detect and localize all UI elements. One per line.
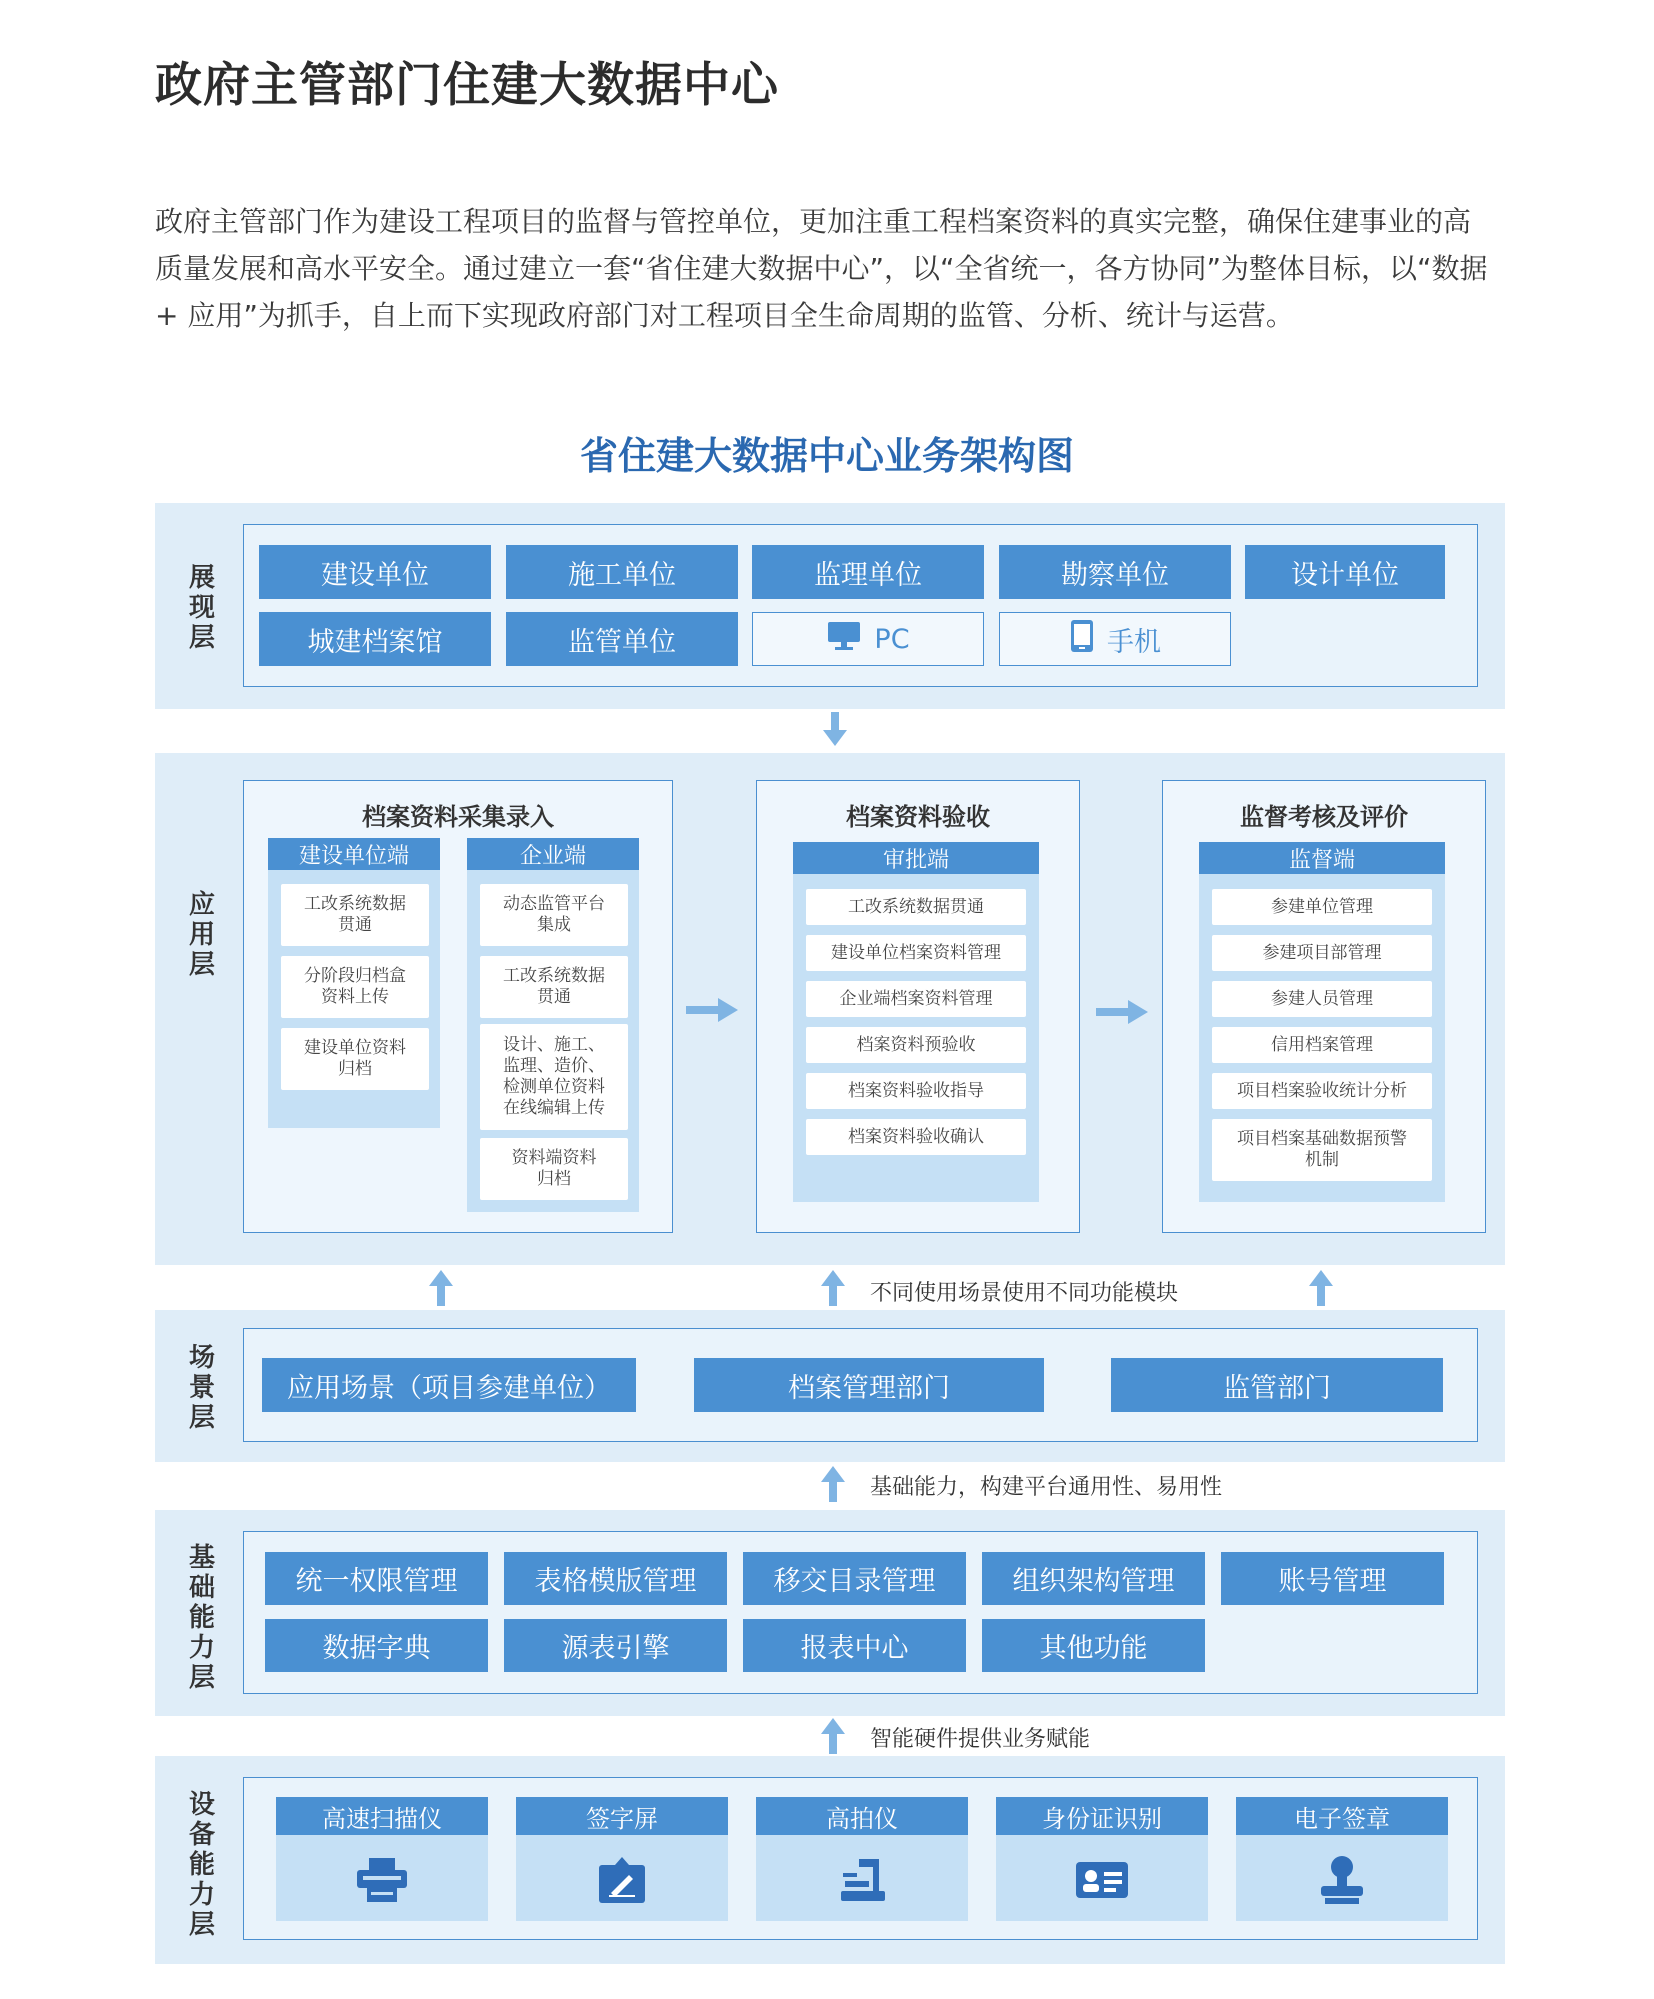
device-e-seal (1236, 1797, 1448, 1921)
list-item: 工改系统数据贯通 (806, 889, 1026, 925)
device-document-camera (756, 1797, 968, 1921)
device-label: 高拍仪 (756, 1797, 968, 1835)
unit-supervision: 监理单位 (752, 545, 984, 599)
construction-unit-column-head: 建设单位端 (268, 838, 440, 870)
base-transfer-catalog: 移交目录管理 (743, 1552, 966, 1605)
base-org-structure: 组织架构管理 (982, 1552, 1205, 1605)
presentation-layer-label: 展现层 (188, 563, 215, 653)
base-layer-label: 基础能力层 (188, 1543, 215, 1693)
base-accounts: 账号管理 (1221, 1552, 1444, 1605)
device-label: 签字屏 (516, 1797, 728, 1835)
up-arrow-icon (818, 1464, 848, 1502)
list-item: 档案资料验收指导 (806, 1073, 1026, 1109)
scene-project-units: 应用场景（项目参建单位） (262, 1358, 636, 1412)
phone-icon (1069, 619, 1095, 660)
base-data-dictionary: 数据字典 (265, 1619, 488, 1672)
pc-label: PC (874, 623, 910, 655)
unit-archives: 城建档案馆 (259, 612, 491, 666)
device-label: 电子签章 (1236, 1797, 1448, 1835)
unit-regulator: 监管单位 (506, 612, 738, 666)
right-arrow-icon (686, 995, 740, 1025)
list-item: 动态监管平台 集成 (480, 884, 628, 946)
mobile-terminal (999, 612, 1231, 666)
scene-layer-label: 场景层 (188, 1343, 215, 1433)
enterprise-column-head: 企业端 (467, 838, 639, 870)
list-item: 建设单位档案资料管理 (806, 935, 1026, 971)
supervise-panel-title: 监督考核及评价 (1240, 803, 1408, 831)
page-title: 政府主管部门住建大数据中心 (155, 58, 779, 113)
document-camera-icon (756, 1845, 968, 1915)
list-item: 分阶段归档盒 资料上传 (281, 956, 429, 1018)
id-card-icon (996, 1845, 1208, 1915)
mobile-label: 手机 (1107, 626, 1161, 658)
device-label: 身份证识别 (996, 1797, 1208, 1835)
up-arrow-icon (1306, 1268, 1336, 1306)
list-item: 参建项目部管理 (1212, 935, 1432, 971)
approval-column-head: 审批端 (793, 842, 1039, 874)
unit-construction: 建设单位 (259, 545, 491, 599)
up-arrow-icon (818, 1716, 848, 1754)
intro-line: 质量发展和高水平安全。通过建立一套“省住建大数据中心”，以“全省统一，各方协同”为整体目标，以“数据 (155, 252, 1488, 285)
unit-design: 设计单位 (1245, 545, 1445, 599)
intro-paragraph (155, 198, 1515, 339)
intro-line: + 应用”为抓手，自上而下实现政府部门对工程项目全生命周期的监管、分析、统计与运营。 (155, 299, 1294, 332)
signature-screen-icon (516, 1845, 728, 1915)
monitor-icon (826, 620, 862, 659)
device-label: 高速扫描仪 (276, 1797, 488, 1835)
list-item: 项目档案验收统计分析 (1212, 1073, 1432, 1109)
list-item: 档案资料预验收 (806, 1027, 1026, 1063)
device-signature-screen (516, 1797, 728, 1921)
scene-archives-dept: 档案管理部门 (694, 1358, 1044, 1412)
collect-panel-title: 档案资料采集录入 (362, 803, 554, 831)
list-item: 资料端资料 归档 (480, 1138, 628, 1200)
base-note: 基础能力，构建平台通用性、易用性 (870, 1475, 1223, 1500)
scanner-icon (276, 1845, 488, 1915)
list-item: 工改系统数据 贯通 (281, 884, 429, 946)
list-item: 建设单位资料 归档 (281, 1028, 429, 1090)
base-table-engine: 源表引擎 (504, 1619, 727, 1672)
diagram-title: 省住建大数据中心业务架构图 (579, 434, 1074, 478)
accept-panel-title: 档案资料验收 (846, 803, 990, 831)
device-layer-label: 设备能力层 (188, 1790, 215, 1940)
down-arrow-icon (820, 712, 850, 748)
application-layer-label: 应用层 (188, 890, 215, 980)
list-item: 档案资料验收确认 (806, 1119, 1026, 1155)
list-item: 工改系统数据 贯通 (480, 956, 628, 1018)
pc-terminal (752, 612, 984, 666)
device-note: 智能硬件提供业务赋能 (870, 1727, 1091, 1752)
unit-survey: 勘察单位 (999, 545, 1231, 599)
unit-contractor: 施工单位 (506, 545, 738, 599)
device-scanner (276, 1797, 488, 1921)
device-id-card-reader (996, 1797, 1208, 1921)
scene-note: 不同使用场景使用不同功能模块 (870, 1281, 1179, 1306)
up-arrow-icon (426, 1268, 456, 1306)
list-item: 参建单位管理 (1212, 889, 1432, 925)
list-item: 设计、施工、 监理、造价、 检测单位资料 在线编辑上传 (480, 1024, 628, 1130)
supervision-column-head: 监督端 (1199, 842, 1445, 874)
list-item: 信用档案管理 (1212, 1027, 1432, 1063)
list-item: 企业端档案资料管理 (806, 981, 1026, 1017)
seal-stamp-icon (1236, 1845, 1448, 1915)
base-form-templates: 表格模版管理 (504, 1552, 727, 1605)
up-arrow-icon (818, 1268, 848, 1306)
intro-line: 政府主管部门作为建设工程项目的监督与管控单位，更加注重工程档案资料的真实完整，确保住建事业的高 (155, 205, 1472, 238)
list-item: 参建人员管理 (1212, 981, 1432, 1017)
list-item: 项目档案基础数据预警 机制 (1212, 1119, 1432, 1181)
base-permissions: 统一权限管理 (265, 1552, 488, 1605)
scene-regulator-dept: 监管部门 (1111, 1358, 1443, 1412)
base-other-functions: 其他功能 (982, 1619, 1205, 1672)
base-report-center: 报表中心 (743, 1619, 966, 1672)
right-arrow-icon (1096, 997, 1150, 1027)
